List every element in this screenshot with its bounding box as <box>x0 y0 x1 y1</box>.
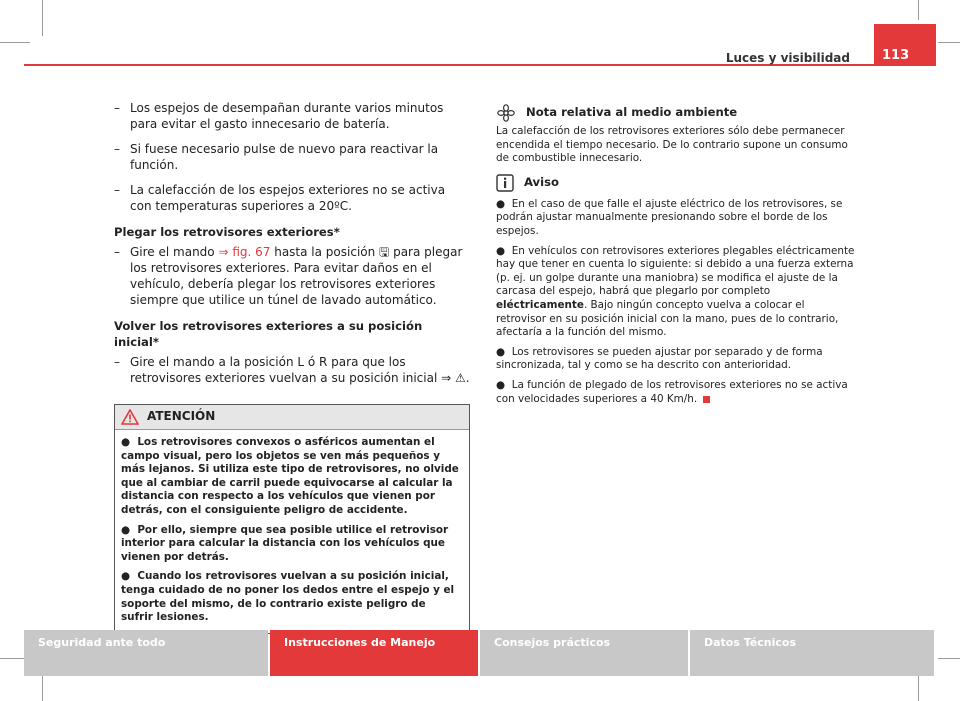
crop-mark <box>938 658 960 659</box>
dash-bullet: – <box>114 101 120 115</box>
aviso-header <box>496 174 856 192</box>
aviso-paragraph: ● La función de plegado de los retrovisores exteriores no se activa con velocidades superiores a 40 Km/h. <box>496 378 848 405</box>
fold-text-post: hasta la posición 🖫 para plegar los retrovisores exteriores. Para evitar daños en el vehículo, debería plegar los retrovisores exteriores siempre que utilice un túnel de lavado automático. <box>130 245 463 307</box>
list-item <box>114 141 470 173</box>
list-item <box>114 244 470 308</box>
footer-tabs <box>24 630 936 676</box>
warning-box <box>114 404 470 634</box>
list-item-text: Los espejos de desempañan durante varios minutos para evitar el gasto innecesario de batería. <box>130 101 444 131</box>
list-item <box>114 354 470 386</box>
dash-bullet: – <box>114 245 120 259</box>
dash-bullet: – <box>114 355 120 369</box>
list-item <box>114 182 470 214</box>
aviso-paragraph: ● En vehículos con retrovisores exteriores plegables eléctricamente hay que tener en cuenta lo siguiente: si debido a una fuerza externa (p. ej. un golpe durante una maniobra) se modifica el ajuste de la carcasa del espejo, habrá que plegarlo por completo eléctricamente. Bajo ningún concepto vuelva a colocar el retrovisor en su posición inicial con la mano, pues de lo contrario, afectaría a la función del mismo. <box>496 244 855 339</box>
tab-datos[interactable]: Datos Técnicos <box>690 630 934 676</box>
aviso-paragraph: ● En el caso de que falle el ajuste eléctrico de los retrovisores, se podrán ajustar manualmente presionando sobre el borde de los espejos. <box>496 197 843 237</box>
environment-flower-icon <box>496 104 516 122</box>
fold-text-pre: Gire el mando <box>130 245 219 259</box>
list-item-text: La calefacción de los espejos exteriores no se activa con temperaturas superiores a 20ºC. <box>130 183 446 213</box>
warning-triangle-icon <box>121 409 139 425</box>
aviso-paragraph: ● Los retrovisores se pueden ajustar por separado y de forma sincronizada, tal y como se ha descrito con anterioridad. <box>496 345 823 372</box>
warning-title: ATENCIÓN <box>147 409 216 424</box>
crop-mark <box>938 42 960 43</box>
warning-paragraph: ● Cuando los retrovisores vuelvan a su posición inicial, tenga cuidado de no poner los dedos entre el espejo y el soporte del mismo, de lo contrario existe peligro de sufrir lesiones. <box>121 570 455 624</box>
info-icon <box>496 174 514 192</box>
crop-mark <box>42 0 43 36</box>
right-column <box>496 104 856 412</box>
aviso-title: Aviso <box>524 174 559 189</box>
warning-paragraph: ● Por ello, siempre que sea posible utilice el retrovisor interior para calcular la distancia con los vehículos que vienen por detrás. <box>121 523 449 563</box>
warning-header <box>115 405 469 430</box>
crop-mark <box>0 42 30 43</box>
dash-bullet: – <box>114 142 120 156</box>
list-item <box>114 100 470 132</box>
warning-body <box>115 430 469 633</box>
figure-link[interactable]: ⇒ fig. 67 <box>218 245 271 259</box>
list-item-text: Si fuese necesario pulse de nuevo para reactivar la función. <box>130 142 439 172</box>
crop-mark <box>918 0 919 20</box>
section-title: Luces y visibilidad <box>725 51 850 65</box>
tab-seguridad[interactable]: Seguridad ante todo <box>24 630 268 676</box>
env-note-text: La calefacción de los retrovisores exteriores sólo debe permanecer encendida el tiempo necesario. De lo contrario supone un consumo de combustible innecesario. <box>496 125 848 165</box>
tab-instrucciones[interactable]: Instrucciones de Manejo <box>270 630 478 676</box>
dash-bullet: – <box>114 183 120 197</box>
page-number: 113 <box>874 24 936 66</box>
env-note-header <box>496 104 856 122</box>
return-heading: Volver los retrovisores exteriores a su posición inicial* <box>114 319 423 349</box>
fold-heading: Plegar los retrovisores exteriores* <box>114 225 340 239</box>
end-of-section-marker <box>703 396 710 403</box>
tab-consejos[interactable]: Consejos prácticos <box>480 630 688 676</box>
env-note-title: Nota relativa al medio ambiente <box>526 105 738 120</box>
return-text: Gire el mando a la posición L ó R para que los retrovisores exteriores vuelvan a su posición inicial ⇒ ⚠. <box>130 355 470 385</box>
crop-mark <box>918 676 919 701</box>
warning-paragraph: ● Los retrovisores convexos o asféricos aumentan el campo visual, pero los objetos se ven más pequeños y más lejanos. Si utiliza este tipo de retrovisores, no olvide que al cambiar de carril puede equivocarse al calcular la distancia con respecto a los vehículos que vienen por detrás, con el consiguiente peligro de accidente. <box>121 436 459 516</box>
left-column <box>114 100 470 634</box>
